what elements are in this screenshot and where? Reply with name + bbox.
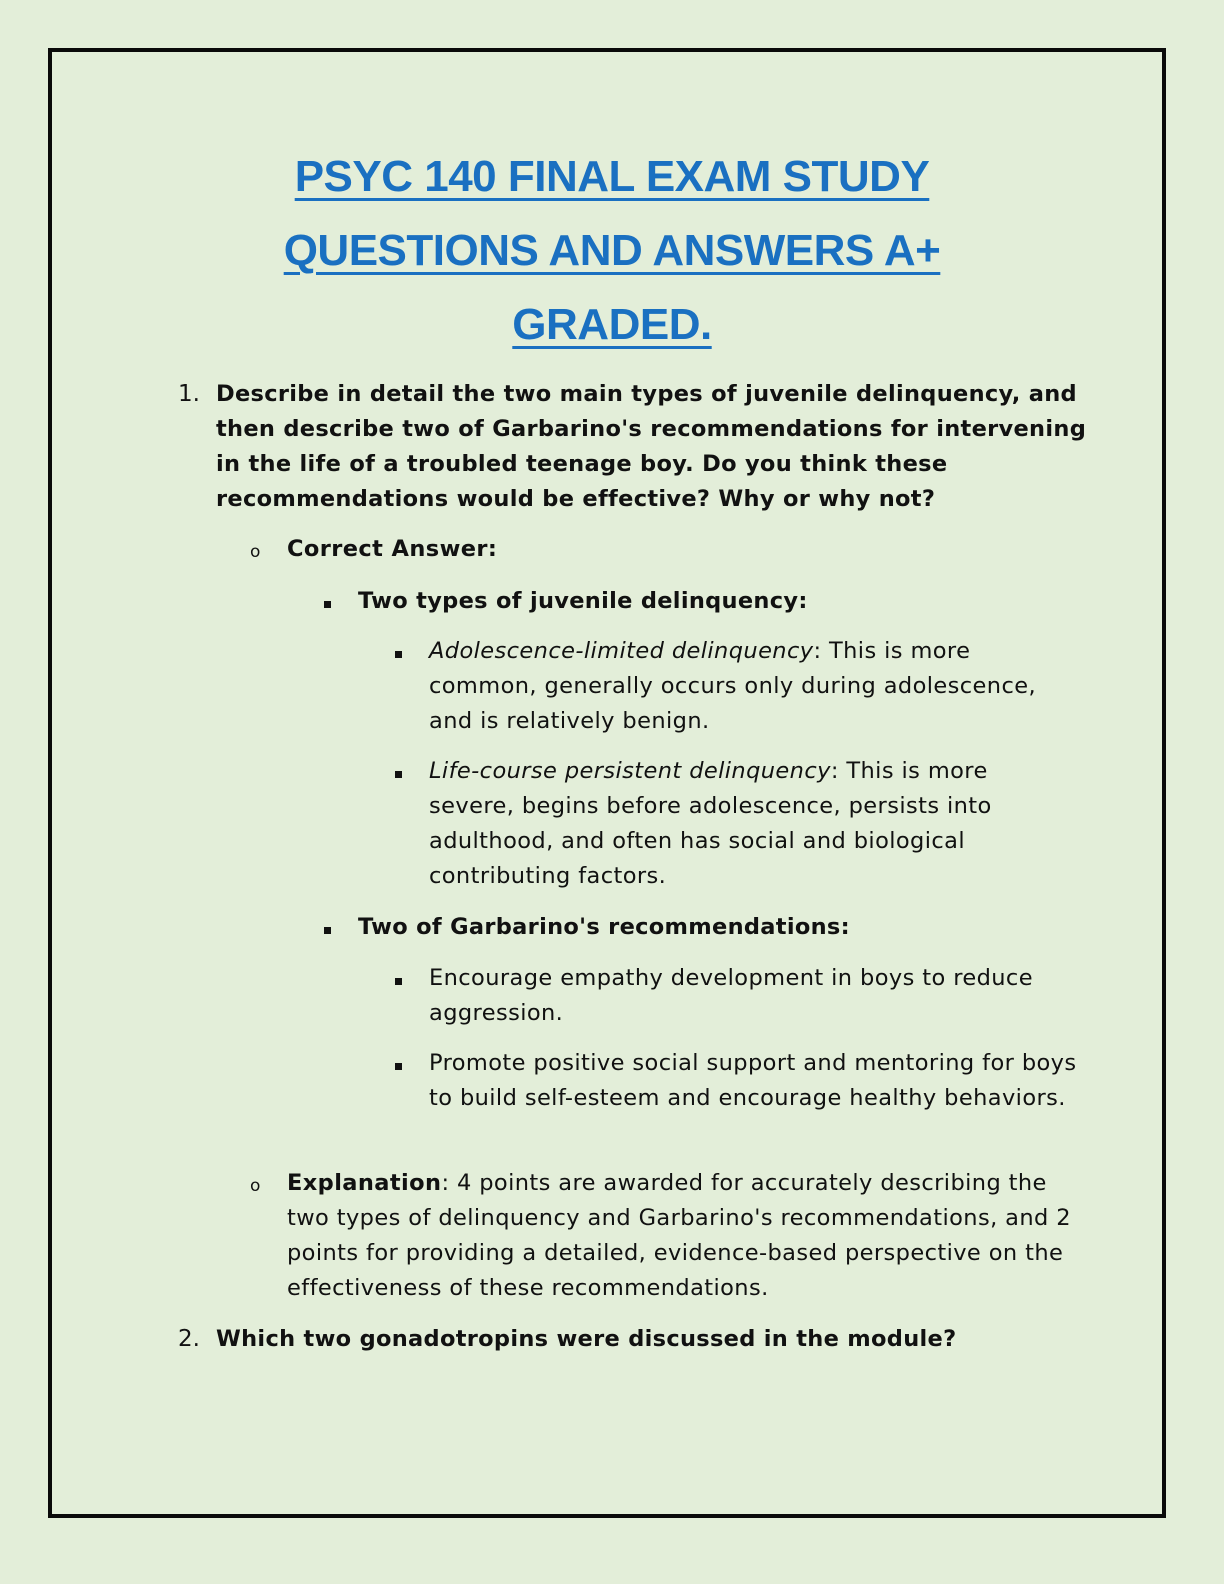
circle-bullet-icon: o — [250, 542, 261, 562]
item-term: Adolescence-limited delinquency — [429, 638, 814, 664]
square-bullet-icon — [324, 601, 331, 608]
square-bullet-icon — [395, 978, 402, 985]
list-item — [429, 754, 1079, 894]
title-line-3: GRADED. — [512, 300, 712, 349]
explanation-text: : 4 points are awarded for accurately describing the two types of delinquency and Garbarino's recommendations, and 2 points for providing a detailed, evidence-based perspective on the effectiveness of these recommendations. — [287, 1170, 1071, 1301]
item-text: : This is more common, generally occurs only during adolescence, and is relatively benign. — [429, 638, 1037, 734]
item-text: : This is more severe, begins before adolescence, persists into adulthood, and often has social and biological contributing factors. — [429, 758, 992, 889]
title-line-1: PSYC 140 FINAL EXAM STUDY — [294, 152, 930, 201]
title-line-2: QUESTIONS AND ANSWERS A+ — [283, 226, 941, 275]
square-bullet-icon — [395, 771, 402, 778]
explanation-label: Explanation — [287, 1170, 442, 1196]
square-bullet-icon — [395, 1063, 402, 1070]
item-term: Life-course persistent delinquency — [429, 758, 831, 784]
answer-label: Correct Answer: — [287, 536, 498, 562]
circle-bullet-icon: o — [250, 1176, 261, 1196]
square-bullet-icon — [324, 927, 331, 934]
question-number: 2. — [178, 1326, 200, 1352]
section-heading: Two of Garbarino's recommendations: — [358, 914, 850, 940]
question-text: Which two gonadotropins were discussed in the module? — [216, 1326, 957, 1352]
question-text: Describe in detail the two main types of juvenile delinquency, and then describe two of Garbarino's recommendations for intervening in the life of a troubled teenage boy. Do you think these recommendations would be effective? Why or why not? — [216, 381, 1087, 512]
section-heading: Two types of juvenile delinquency: — [358, 588, 808, 614]
square-bullet-icon — [395, 651, 402, 658]
list-item — [429, 634, 1079, 739]
document-title — [180, 140, 1044, 362]
explanation — [287, 1166, 1077, 1306]
list-item: Encourage empathy development in boys to reduce aggression. — [429, 965, 1033, 1026]
question-number: 1. — [178, 381, 200, 407]
list-item: Promote positive social support and mentoring for boys to build self-esteem and encourage healthy behaviors. — [429, 1050, 1077, 1111]
